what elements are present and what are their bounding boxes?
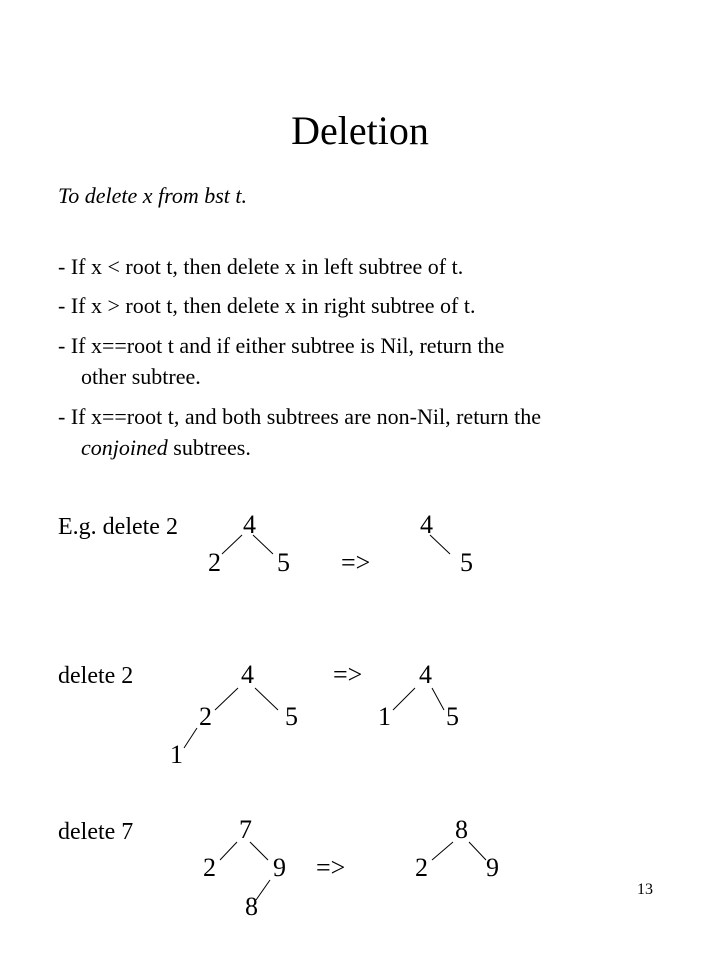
slide-title: Deletion xyxy=(291,108,429,153)
ex2-after-left-node: 1 xyxy=(378,702,391,731)
ex3-before-left-node: 2 xyxy=(203,853,216,882)
rule-right-subtree: - If x > root t, then delete x in right subtree of t. xyxy=(58,293,476,318)
rule-both-nonnil-line1: - If x==root t, and both subtrees are non-Nil, return the xyxy=(58,404,542,429)
ex3-after-left-node: 2 xyxy=(415,853,428,882)
ex2-before-left-node: 2 xyxy=(199,702,212,731)
ex2-after-root-node: 4 xyxy=(419,660,432,689)
slide-subtitle: To delete x from bst t. xyxy=(58,183,248,208)
ex1-before-right-node: 5 xyxy=(277,548,290,577)
ex1-edge-root-left xyxy=(222,535,242,554)
ex1-after-root-node: 4 xyxy=(420,510,433,539)
ex3-after-right-node: 9 xyxy=(486,853,499,882)
ex3-before-right-node: 9 xyxy=(273,853,286,882)
rule-both-nonnil-line2-rest: subtrees. xyxy=(167,435,251,460)
ex3-after-root-node: 8 xyxy=(455,815,468,844)
rule-nil-subtree-line1: - If x==root t and if either subtree is Nil, return the xyxy=(58,333,505,358)
ex2-edge-left-left xyxy=(184,728,197,748)
ex2-edge-root-left xyxy=(215,688,238,710)
ex2-edge-root-right xyxy=(255,688,278,710)
ex3-before-rightleft-node: 8 xyxy=(245,892,258,921)
ex2-before-right-node: 5 xyxy=(285,702,298,731)
ex3-after-edge-root-left xyxy=(432,842,453,860)
ex1-arrow: => xyxy=(341,548,371,577)
example-2-label: delete 2 xyxy=(58,663,134,689)
ex2-after-edge-root-right xyxy=(432,688,444,710)
ex2-after-right-node: 5 xyxy=(446,702,459,731)
ex1-before-root-node: 4 xyxy=(243,510,256,539)
ex3-edge-right-left xyxy=(256,880,270,900)
page-number: 13 xyxy=(637,881,653,898)
example-3-label: delete 7 xyxy=(58,819,134,845)
ex2-before-leftleft-node: 1 xyxy=(170,740,183,769)
ex2-arrow: => xyxy=(333,660,363,689)
ex3-after-edge-root-right xyxy=(469,842,486,860)
conjoined-emphasis: conjoined xyxy=(81,435,168,460)
rule-nil-subtree-line2: other subtree. xyxy=(81,364,201,389)
ex1-after-right-node: 5 xyxy=(460,548,473,577)
ex2-after-edge-root-left xyxy=(393,688,415,710)
ex3-edge-root-left xyxy=(220,842,237,860)
ex1-after-edge-root-right xyxy=(430,535,450,554)
ex3-before-root-node: 7 xyxy=(239,815,252,844)
example-1-label: E.g. delete 2 xyxy=(58,514,178,540)
ex2-before-root-node: 4 xyxy=(241,660,254,689)
ex3-arrow: => xyxy=(316,853,346,882)
ex1-edge-root-right xyxy=(253,535,273,554)
rule-left-subtree: - If x < root t, then delete x in left subtree of t. xyxy=(58,254,464,279)
ex3-edge-root-right xyxy=(250,842,268,860)
ex1-before-left-node: 2 xyxy=(208,548,221,577)
